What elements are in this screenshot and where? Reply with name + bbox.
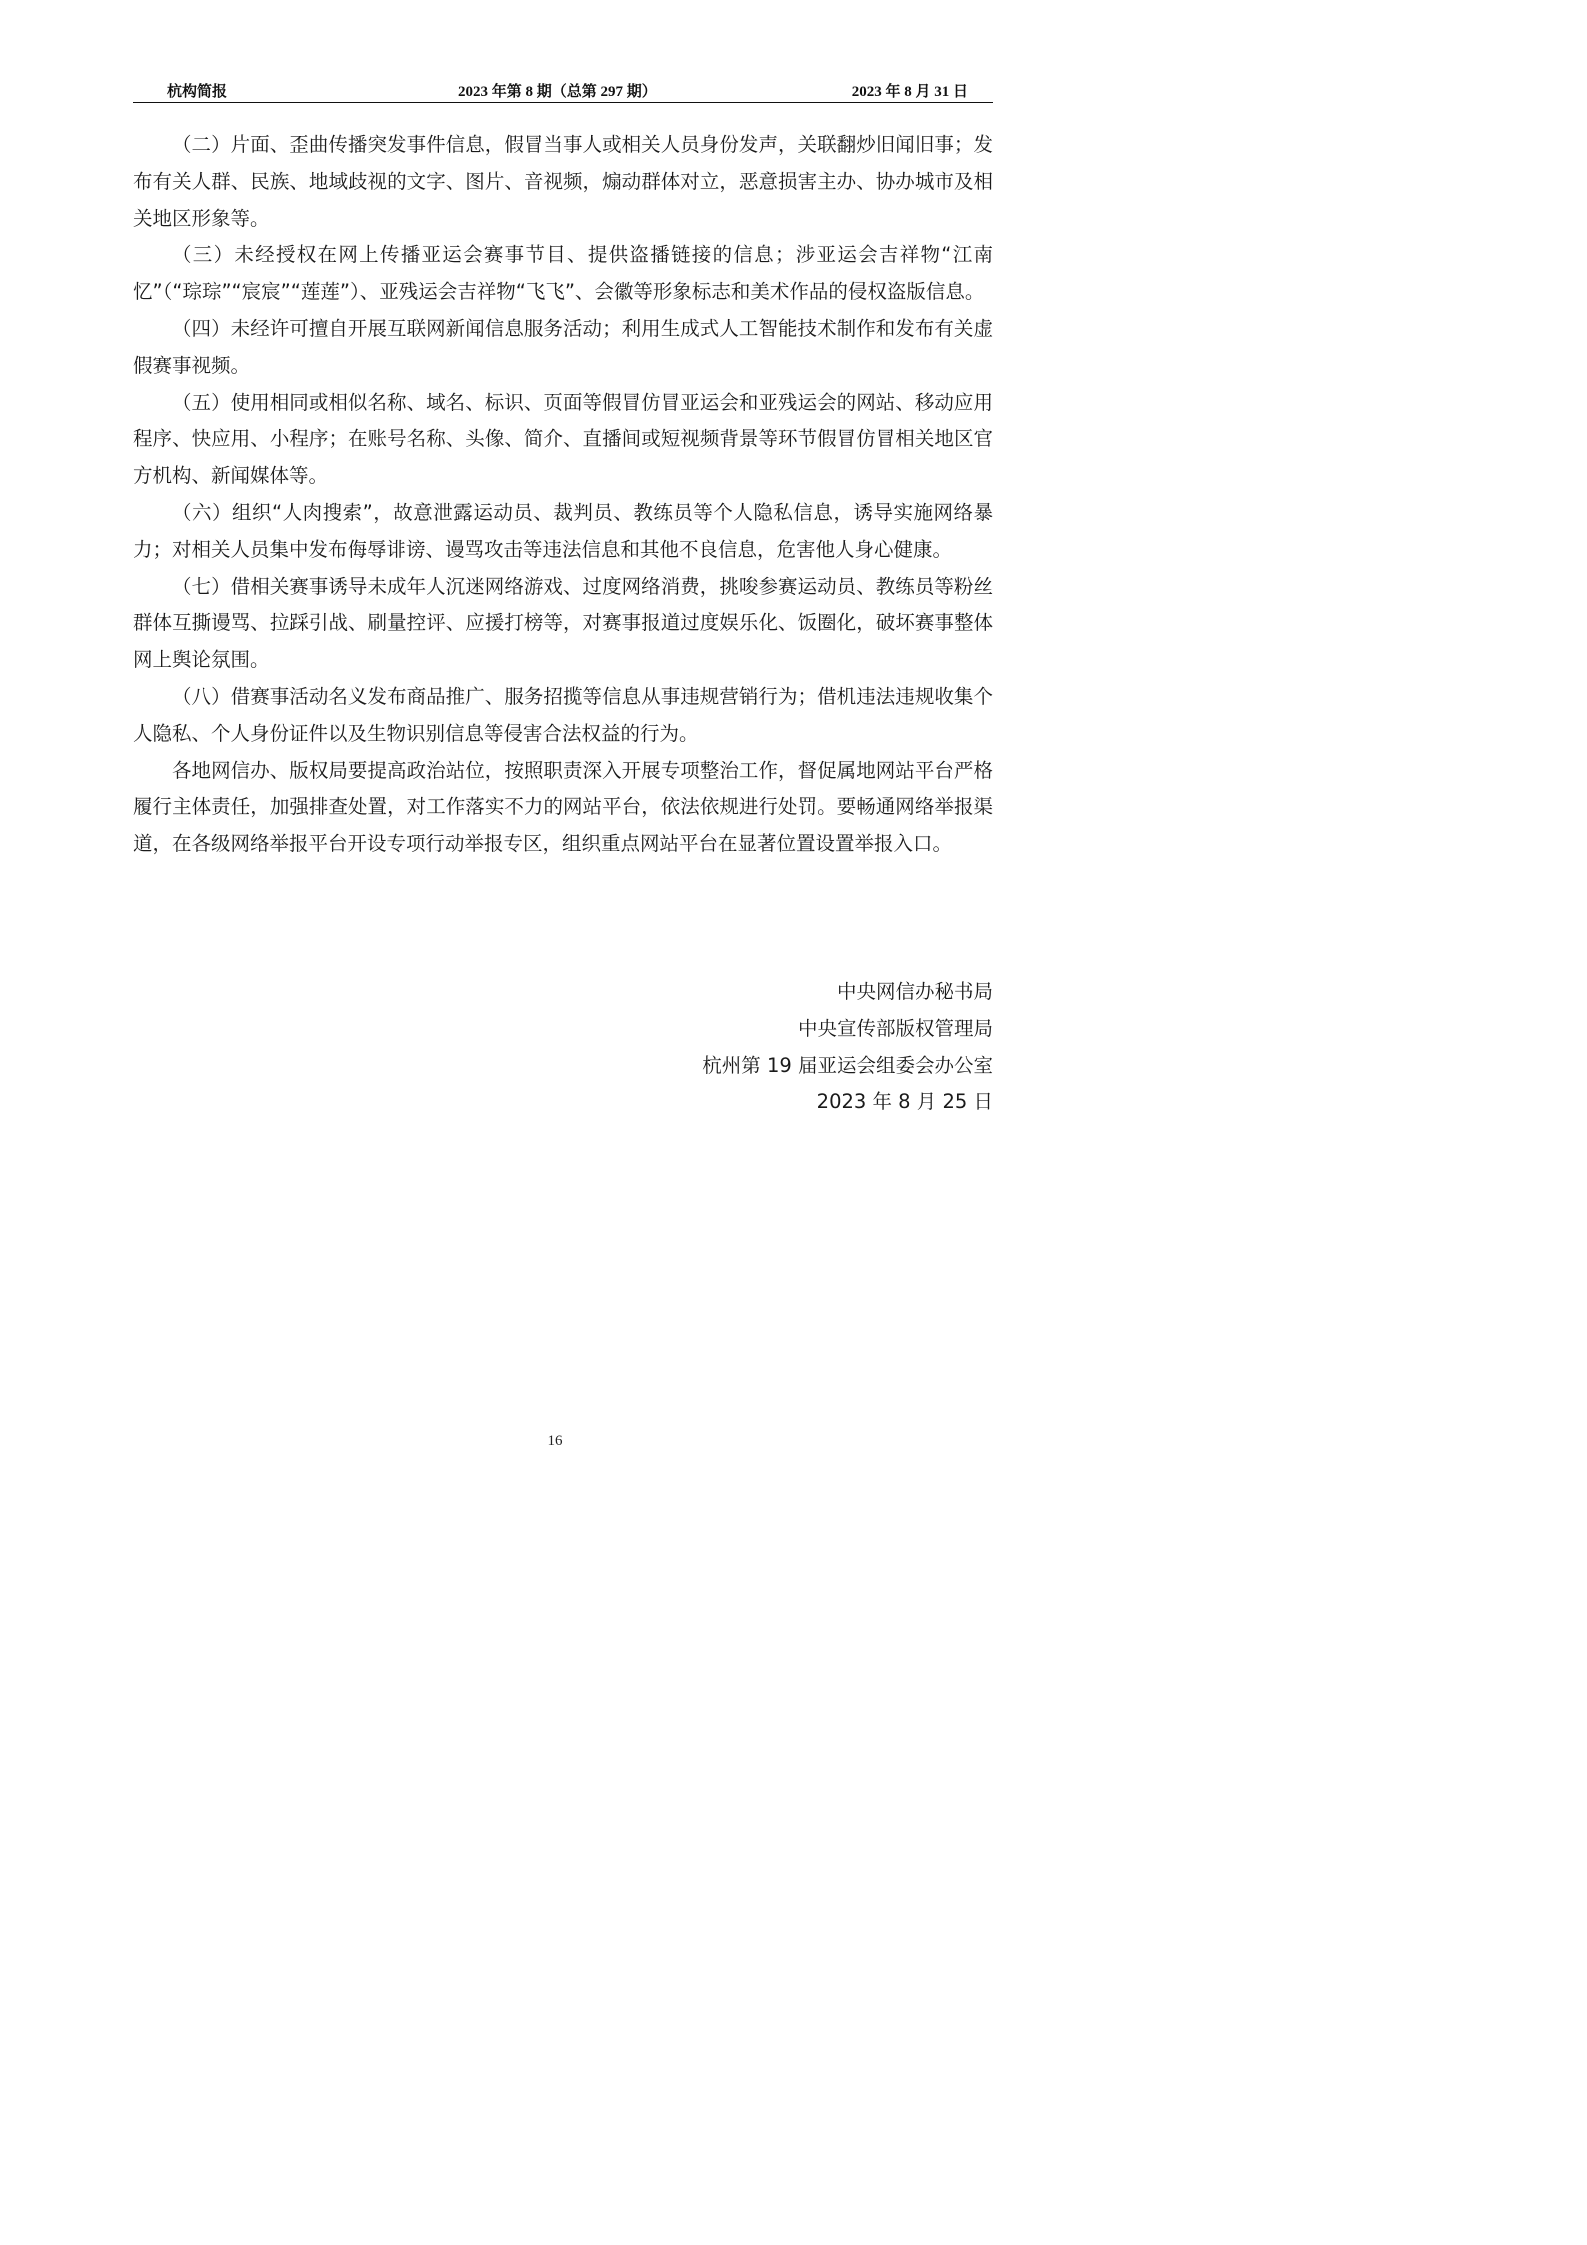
header-issue-number: 2023 年第 8 期（总第 297 期） xyxy=(458,84,657,100)
header-publication-name: 杭构简报 xyxy=(167,84,228,100)
document-page xyxy=(0,0,1110,1571)
header-divider xyxy=(133,102,993,103)
paragraph-item-4: （四）未经许可擅自开展互联网新闻信息服务活动；利用生成式人工智能技术制作和发布有关虚假赛事视频。 xyxy=(133,316,993,377)
paragraph-item-3: （三）未经授权在网上传播亚运会赛事节目、提供盗播链接的信息；涉亚运会吉祥物“江南忆”（“琮琮”“宸宸”“莲莲”）、亚残运会吉祥物“飞飞”、会徽等形象标志和美术作品的侵权盗版信息。 xyxy=(133,243,993,304)
signature-org-cac: 中央网信办秘书局 xyxy=(836,980,993,1003)
paragraph-closing-instruction: 各地网信办、版权局要提高政治站位，按照职责深入开展专项整治工作，督促属地网站平台严格履行主体责任，加强排查处置，对工作落实不力的网站平台，依法依规进行处罚。要畅通网络举报渠道，在各级网络举报平台开设专项行动举报专区，组织重点网站平台在显著位置设置举报入口。 xyxy=(133,758,993,856)
signature-date: 2023 年 8 月 25 日 xyxy=(816,1090,993,1114)
document-body xyxy=(133,127,993,863)
page-number: 16 xyxy=(547,1433,563,1449)
signature-org-copyright: 中央宣传部版权管理局 xyxy=(797,1016,993,1040)
paragraph-item-8: （八）借赛事活动名义发布商品推广、服务招揽等信息从事违规营销行为；借机违法违规收集个人隐私、个人身份证件以及生物识别信息等侵害合法权益的行为。 xyxy=(133,684,993,745)
header-date: 2023 年 8 月 31 日 xyxy=(851,84,968,100)
page-header xyxy=(133,80,993,102)
signature-org-asian-games: 杭州第 19 届亚运会组委会办公室 xyxy=(702,1053,993,1077)
paragraph-item-2: （二）片面、歪曲传播突发事件信息，假冒当事人或相关人员身份发声，关联翻炒旧闻旧事；发布有关人群、民族、地域歧视的文字、图片、音视频，煽动群体对立，恶意损害主办、协办城市及相关地区形象等。 xyxy=(133,133,993,230)
paragraph-item-5: （五）使用相同或相似名称、域名、标识、页面等假冒仿冒亚运会和亚残运会的网站、移动应用程序、快应用、小程序；在账号名称、头像、简介、直播间或短视频背景等环节假冒仿冒相关地区官方机构、新闻媒体等。 xyxy=(133,390,993,488)
paragraph-item-7: （七）借相关赛事诱导未成年人沉迷网络游戏、过度网络消费，挑唆参赛运动员、教练员等粉丝群体互撕谩骂、拉踩引战、刷量控评、应援打榜等，对赛事报道过度娱乐化、饭圈化，破坏赛事整体网上舆论氛围。 xyxy=(133,574,993,672)
paragraph-item-6: （六）组织“人肉搜索”，故意泄露运动员、裁判员、教练员等个人隐私信息，诱导实施网络暴力；对相关人员集中发布侮辱诽谤、谩骂攻击等违法信息和其他不良信息，危害他人身心健康。 xyxy=(133,500,993,561)
signature-block xyxy=(133,974,993,1121)
